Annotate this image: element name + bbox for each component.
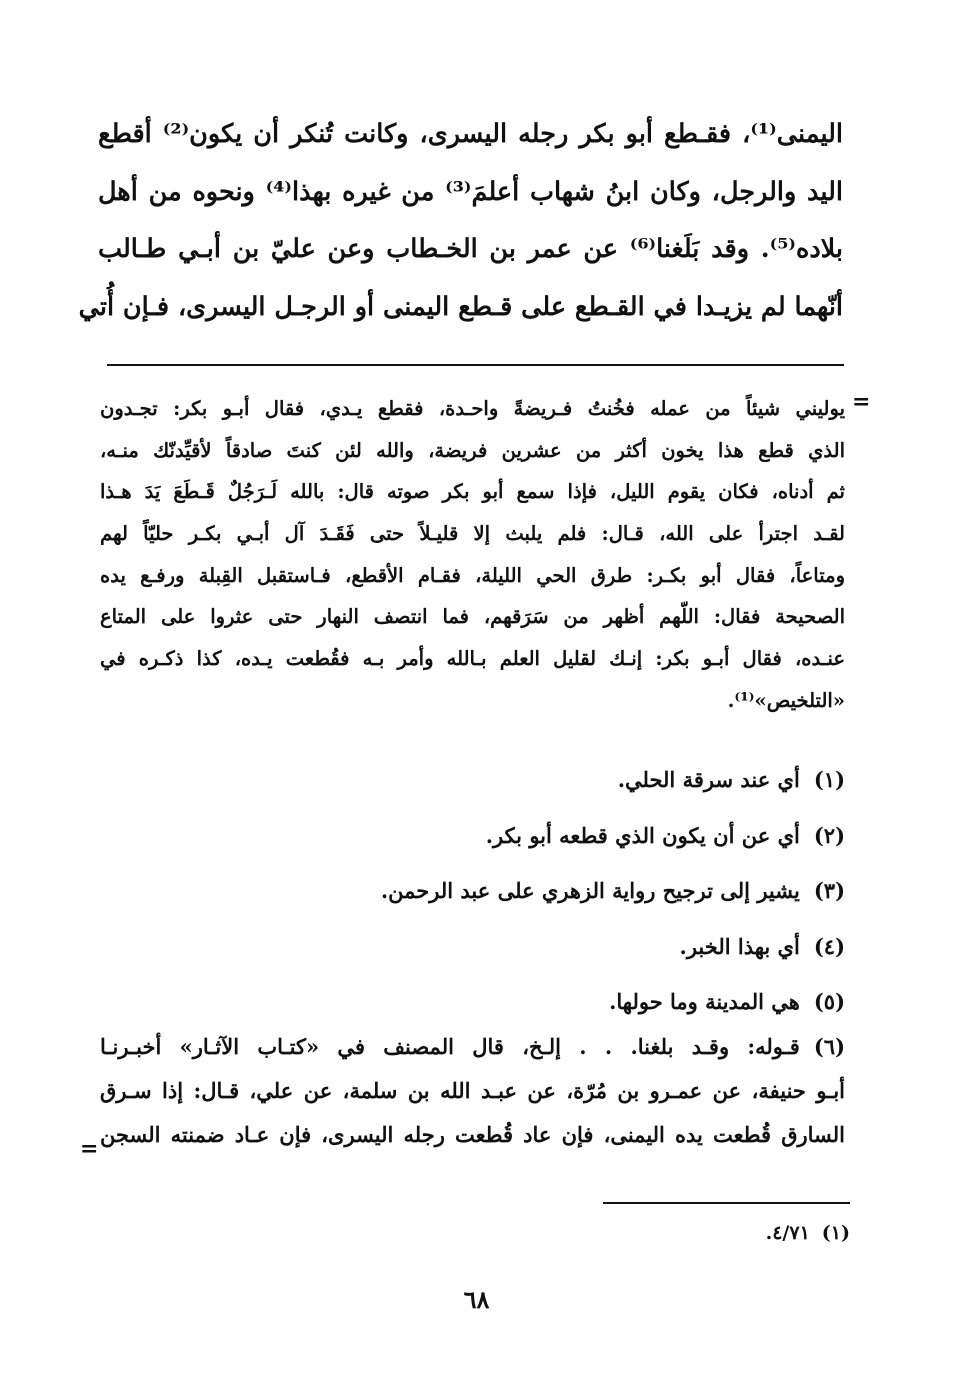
footnote-line: ثم أدناه، فكان يقوم الليل، فإذا سمع أبو بكر صوته قال: بالله لَـرَجُلٌ قَـطَعَ يَدَ هـذا [100,480,845,504]
main-text-line: اليمنى⁽¹⁾، فقـطع أبو بكر رجله اليسرى، وكانت تُنكر أن يكون⁽²⁾ أقطع [98,119,843,149]
footnote-line: «التلخيص»⁽¹⁾. [727,688,845,712]
footnote-line: يوليني شيئاً من عمله فخُنتُ فـريضةً واحـدة، فقطع يـدي، فقال أبـو بكر: تجـدون [100,397,845,420]
main-text [78,106,843,336]
page-number: ٦٨ [463,1285,490,1314]
footnote-line: عنـده، فقال أبـو بكر: إنـك لقليل العلم بـالله وأمر بـه فقُطعت يـده، كذا ذكـره في [100,647,845,671]
bottom-separator-rule [603,1202,850,1204]
continuation-marker: = [852,389,871,415]
footnote-6-line [100,1025,845,1069]
main-text-line: بلاده⁽⁵⁾. وقد بَلَغنا⁽⁶⁾ عن عمر بن الخـطاب وعن عليّ بن أبـي طـالب [98,234,843,265]
footnote-text: يشير إلى ترجيح رواية الزهري على عبد الرحمن. [380,878,800,904]
footnote-line: الذي قطع هذا يخون أكثر من عشرين فريضة، والله لئن كنتَ صادقاً لأقيِّدنّك منـه، [100,438,845,462]
footnote-text: أي عند سرقة الحلي. [617,767,800,792]
footnote-number: (٥) [813,989,845,1015]
footnote-list [100,752,845,1030]
footnote-number: (٢) [813,822,845,848]
footnote-number: (٤) [813,933,845,959]
footnote-separator-rule [107,364,844,366]
footnote-number: (١) [813,767,845,792]
footnote-text: أي بهذا الخبر. [679,933,800,959]
footnote-item [100,752,845,808]
footnote-number: (٦) [813,1034,845,1059]
footnote-text: قـوله: وقـد بلغنا. . . إلـخ، قال المصنف في «كتـاب الآثـار» أخبـرنـا [100,1034,800,1059]
continuation-marker: = [80,1136,99,1162]
footnote-text: ٤/٧١. [765,1222,810,1244]
footnote-continuation [100,388,845,722]
footnote-text: أي عن أن يكون الذي قطعه أبو بكر. [485,822,800,848]
main-text-line: أنّهما لم يزيـدا في القـطع على قـطع اليمنى أو الرجـل اليسرى، فـإن أُتي [78,291,843,322]
bottom-footnote [766,1222,850,1244]
main-text-line: اليد والرجل، وكان ابنُ شهاب أعلمَ⁽³⁾ من غيره بهذا⁽⁴⁾ ونحوه من أهل [98,176,843,207]
footnote-6-line: السارق قُطعت يده اليمنى، فإن عاد قُطعت رجله اليسرى، فإن عـاد ضمنته السجن [100,1122,845,1147]
footnote-item [100,919,845,975]
footnote-number: (١) [821,1222,850,1244]
footnote-text: هي المدينة وما حولها. [609,989,800,1015]
footnote-item [100,863,845,919]
footnote-line: الصحيحة فقال: اللّهم أظهر من سَرَقهم، فما انتصف النهار حتى عثروا على المتاع [100,605,845,629]
footnote-line: ومتاعاً، فقال أبو بكـر: طرق الحي الليلة، فقـام الأقطع، فـاستقبل القِبلة ورفـع يده [100,563,845,587]
footnote-number: (٣) [813,878,845,904]
footnote-item-6 [100,1025,845,1157]
footnote-6-line: أبـو حنيفة، عن عمـرو بن مُرّة، عن عبـد الله بن سلمة، عن علي، قـال: إذا سـرق [100,1078,845,1103]
footnote-line: لقـد اجترأ على الله، قـال: فلم يلبث إلا قليـلاً حتى فَقَـدَ آل أبـي بكـر حليّاً لهم [100,522,845,546]
footnote-item [100,808,845,864]
footnote-item [100,974,845,1030]
